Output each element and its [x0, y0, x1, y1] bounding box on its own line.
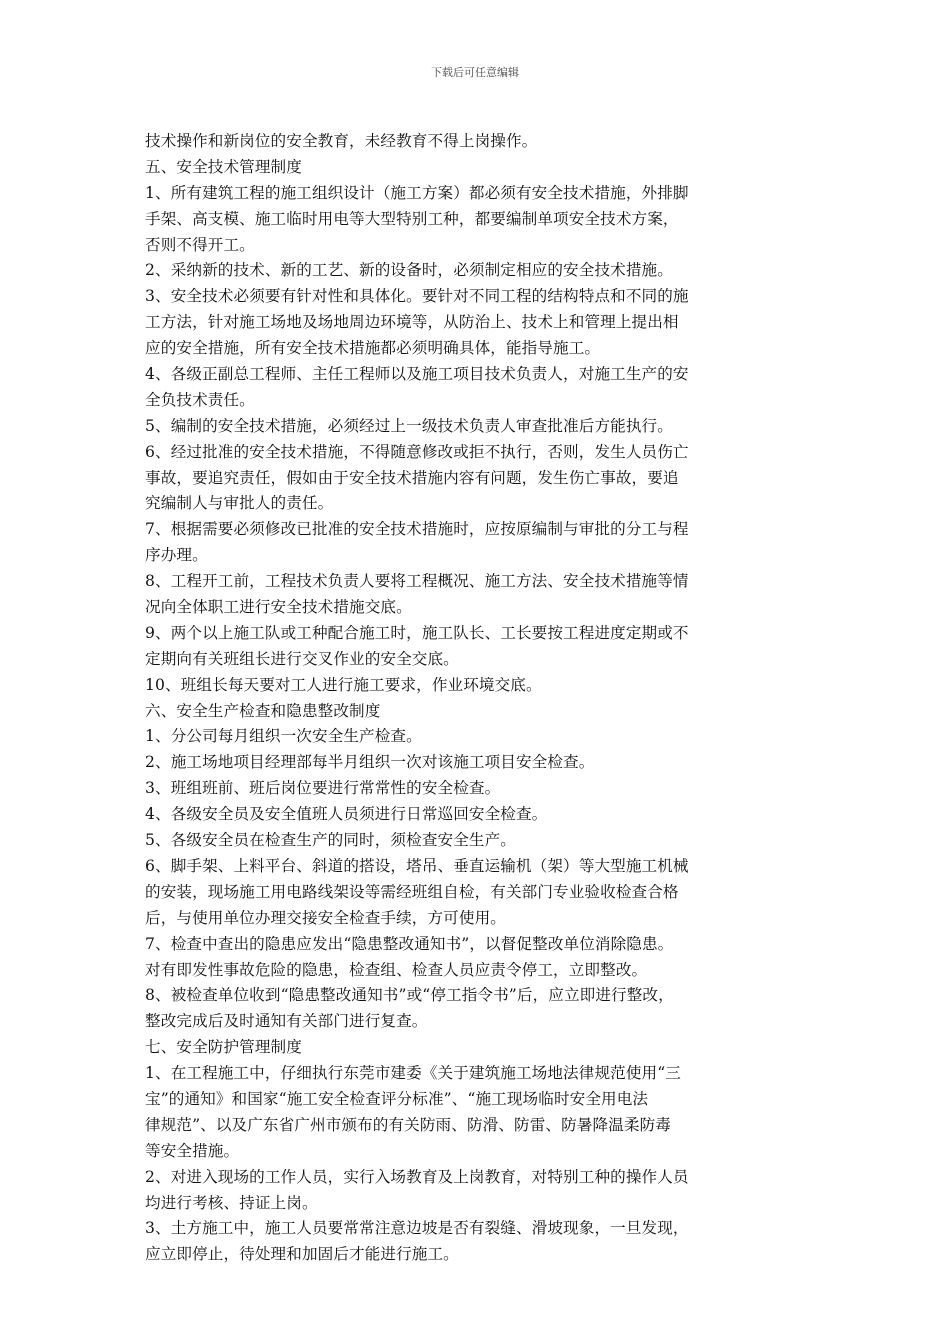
- text-line: 7、检查中查出的隐患应发出“隐患整改通知书”，以督促整改单位消除隐患。: [145, 934, 674, 953]
- text-line: 宝”的通知》和国家“施工安全检查评分标准”、“施工现场临时安全用电法: [145, 1089, 649, 1108]
- text-line: 序办理。: [145, 546, 208, 565]
- text-line: 律规范”、以及广东省广州市颁布的有关防雨、防滑、防雷、防暑降温柔防毒: [145, 1115, 671, 1134]
- text-line: 定期向有关班组长进行交叉作业的安全交底。: [145, 649, 459, 668]
- text-line: 事故，要追究责任，假如由于安全技术措施内容有问题，发生伤亡事故，要追: [145, 468, 679, 487]
- text-line: 后，与使用单位办理交接安全检查手续，方可使用。: [145, 908, 506, 927]
- text-line: 5、各级安全员在检查生产的同时，须检查安全生产。: [145, 831, 516, 850]
- text-line: 等安全措施。: [145, 1141, 240, 1160]
- text-line: 六、安全生产检查和隐患整改制度: [145, 701, 381, 720]
- text-line: 1、在工程施工中，仔细执行东莞市建委《关于建筑施工场地法律规范使用“三: [145, 1064, 681, 1083]
- text-line: 6、脚手架、上料平台、斜道的搭设，塔吊、垂直运输机（架）等大型施工机械: [145, 856, 689, 875]
- text-line: 七、安全防护管理制度: [145, 1038, 302, 1057]
- text-line: 应的安全措施，所有安全技术措施都必须明确具体，能指导施工。: [145, 339, 601, 358]
- text-line: 整改完成后及时通知有关部门进行复查。: [145, 1012, 428, 1031]
- text-line: 3、班组班前、班后岗位要进行常常性的安全检查。: [145, 779, 501, 798]
- text-line: 技术操作和新岗位的安全教育，未经教育不得上岗操作。: [145, 132, 538, 150]
- text-line: 9、两个以上施工队或工种配合施工时，施工队长、工长要按工程进度定期或不: [145, 623, 689, 642]
- text-line: 1、分公司每月组织一次安全生产检查。: [145, 727, 422, 746]
- text-line: 五、安全技术管理制度: [145, 157, 302, 176]
- text-line: 2、施工场地项目经理部每半月组织一次对该施工项目安全检查。: [145, 753, 595, 772]
- text-line: 全负技术责任。: [145, 390, 255, 409]
- text-line: 5、编制的安全技术措施，必须经过上一级技术负责人审查批准后方能执行。: [145, 416, 673, 435]
- text-line: 对有即发性事故危险的隐患，检查组、检查人员应责令停工，立即整改。: [145, 960, 648, 979]
- text-line: 1、所有建筑工程的施工组织设计（施工方案）都必须有安全技术措施，外排脚: [145, 183, 689, 202]
- text-line: 均进行考核、持证上岗。: [145, 1193, 318, 1212]
- text-line: 4、各级安全员及安全值班人员须进行日常巡回安全检查。: [145, 805, 548, 824]
- text-line: 应立即停止，待处理和加固后才能进行施工。: [145, 1245, 459, 1264]
- text-line: 手架、高支模、施工临时用电等大型特别工种，都要编制单项安全技术方案，: [145, 209, 679, 228]
- text-line: 2、对进入现场的工作人员，实行入场教育及上岗教育，对特别工种的操作人员: [145, 1167, 689, 1186]
- text-line: 3、安全技术必须要有针对性和具体化。要针对不同工程的结构特点和不同的施: [145, 287, 689, 306]
- text-line: 2、采纳新的技术、新的工艺、新的设备时，必须制定相应的安全技术措施。: [145, 261, 673, 280]
- text-line: 7、根据需要必须修改已批准的安全技术措施时，应按原编制与审批的分工与程: [145, 520, 689, 539]
- text-line: 否则不得开工。: [145, 235, 255, 254]
- text-line: 究编制人与审批人的责任。: [145, 494, 334, 513]
- page-header: 下载后可任意编辑: [431, 66, 519, 79]
- text-line: 工方法，针对施工场地及场地周边环境等，从防治上、技术上和管理上提出相: [145, 313, 679, 332]
- text-line: 况向全体职工进行安全技术措施交底。: [145, 598, 412, 617]
- text-line: 4、各级正副总工程师、主任工程师以及施工项目技术负责人，对施工生产的安: [145, 365, 689, 384]
- text-line: 的安装，现场施工用电路线架设等需经班组自检，有关部门专业验收检查合格: [145, 882, 679, 901]
- document-body: [145, 129, 825, 1268]
- text-line: 3、土方施工中，施工人员要常常注意边坡是否有裂缝、滑坡现象，一旦发现，: [145, 1219, 689, 1238]
- text-line: 6、经过批准的安全技术措施，不得随意修改或拒不执行，否则，发生人员伤亡: [145, 442, 689, 461]
- text-line: 8、被检查单位收到“隐患整改通知书”或“停工指令书”后，应立即进行整改，: [145, 986, 674, 1005]
- text-line: 8、工程开工前，工程技术负责人要将工程概况、施工方法、安全技术措施等情: [145, 572, 689, 591]
- text-line: 10、班组长每天要对工人进行施工要求，作业环境交底。: [145, 675, 542, 694]
